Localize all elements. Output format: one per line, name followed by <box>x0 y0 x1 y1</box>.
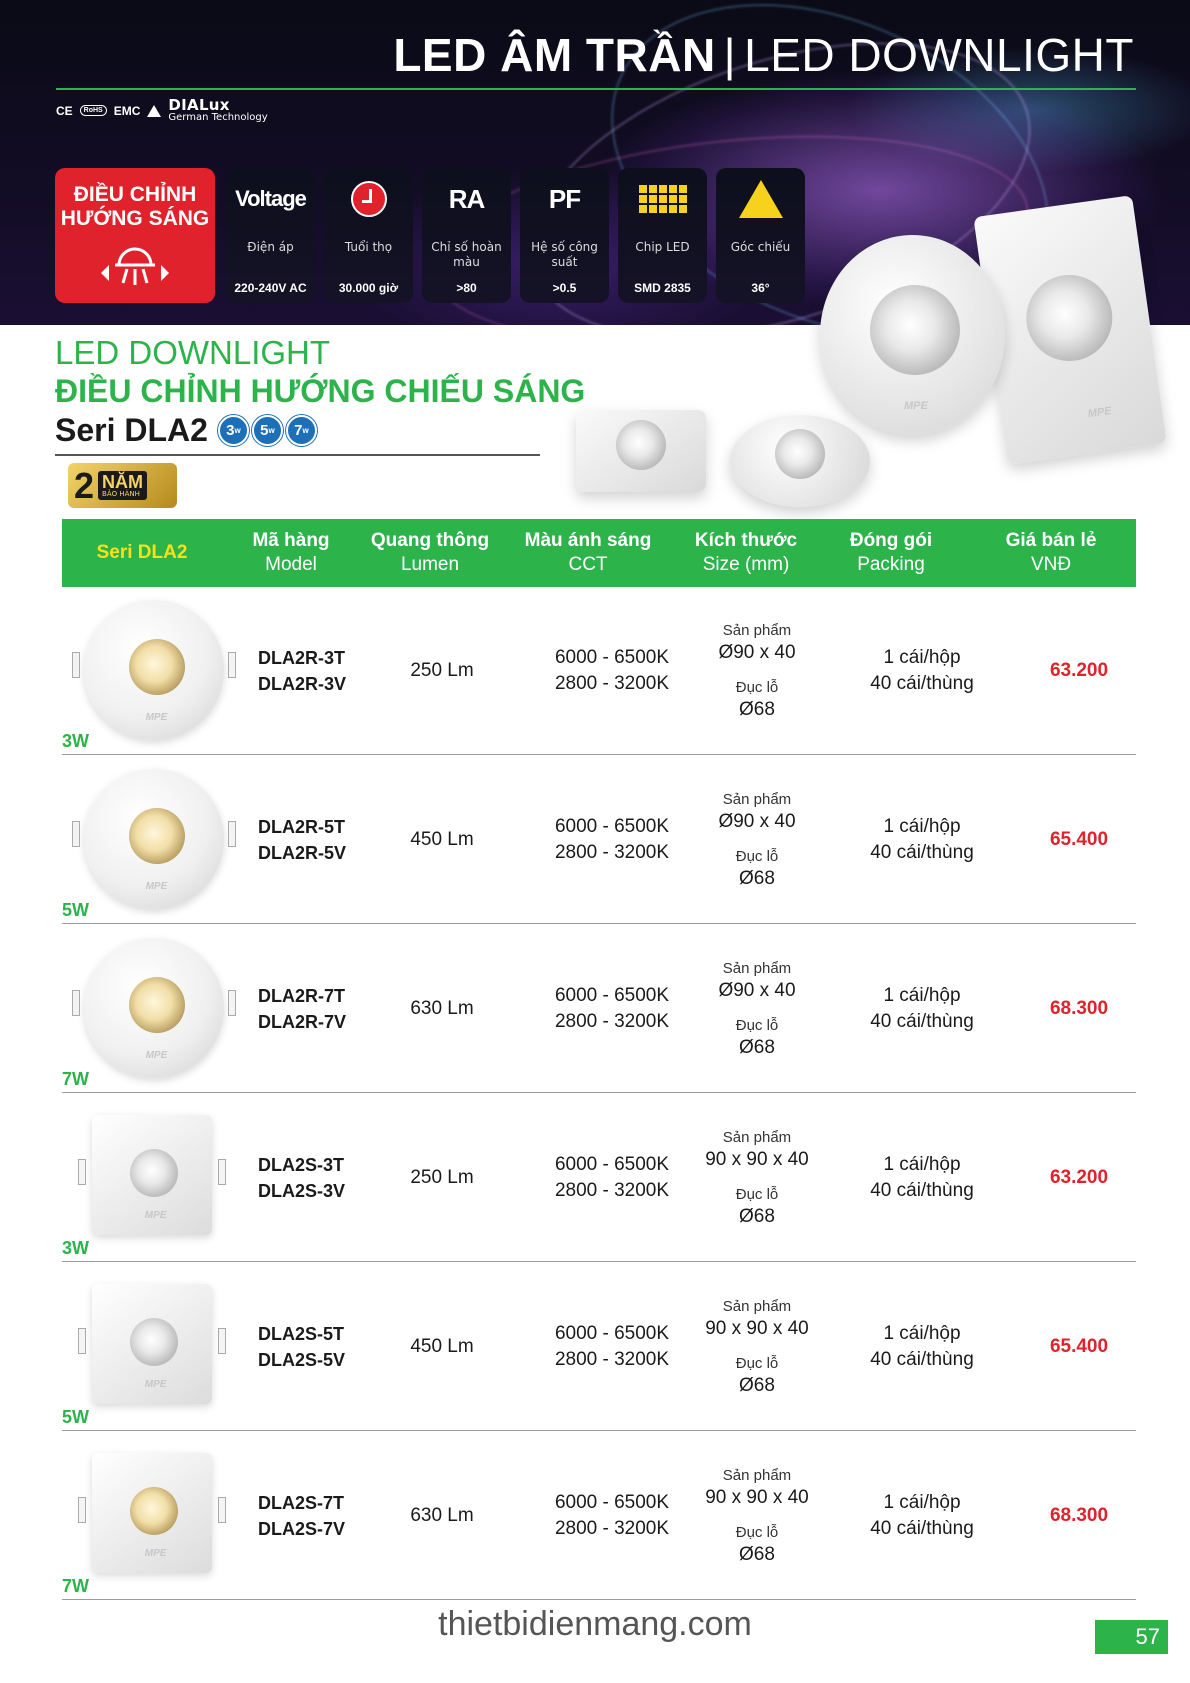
header-label: Màu ánh sáng <box>524 530 652 551</box>
packing-value: 1 cái/hộp <box>883 646 961 668</box>
packing-cell <box>832 755 1012 924</box>
size-label: Sản phẩm <box>722 959 792 977</box>
cct-cell <box>527 1262 697 1431</box>
lamp-lens <box>130 1487 178 1535</box>
size-label: Đục lỗ <box>735 1016 779 1034</box>
packing-cell <box>832 1093 1012 1262</box>
feature-line-2: HƯỚNG SÁNG <box>60 207 210 230</box>
voltage-icon <box>226 180 315 218</box>
size-cell <box>687 1093 827 1262</box>
banner-title <box>393 28 1134 82</box>
brand-mark: MPE <box>144 1209 167 1221</box>
clock-icon <box>351 181 387 217</box>
dialux-logo <box>168 98 267 123</box>
size-cell <box>687 1262 827 1431</box>
wattage-chip <box>286 415 317 446</box>
spring-clip <box>218 1328 226 1354</box>
size-value: Ø68 <box>739 698 775 720</box>
size-value: Ø68 <box>739 1036 775 1058</box>
feature-title <box>55 183 215 231</box>
packing-value: 1 cái/hộp <box>883 984 961 1006</box>
row-wattage: 7W <box>62 1576 89 1596</box>
product-image-square <box>92 1115 212 1235</box>
model-cell <box>258 755 388 924</box>
table-row <box>62 924 1136 1093</box>
size-value: 90 x 90 x 40 <box>705 1148 809 1170</box>
lamp-lens <box>130 1149 178 1197</box>
header-label: Mã hàng <box>252 530 330 551</box>
lamp-lens <box>775 429 825 479</box>
model-code: DLA2R-3T <box>258 647 346 668</box>
title-divider <box>55 454 540 456</box>
spring-clip <box>72 652 80 678</box>
brand-mark: MPE <box>145 1050 168 1062</box>
spring-clip <box>228 652 236 678</box>
spec-lifetime <box>324 168 413 303</box>
lumen-cell: 630 Lm <box>410 1504 474 1526</box>
spec-label: Điện áp <box>247 240 294 254</box>
warranty-text <box>98 471 147 500</box>
row-wattage: 3W <box>62 731 89 751</box>
warranty-years: 2 <box>74 464 95 506</box>
spec-label: Hệ số công suất <box>531 240 598 269</box>
brand-mark: MPE <box>904 400 928 412</box>
warranty-word: NĂM <box>102 472 144 492</box>
price-cell: 68.300 <box>1049 997 1109 1019</box>
table-row <box>62 1262 1136 1431</box>
product-category: LED DOWNLIGHT <box>55 334 331 371</box>
table-row <box>62 1431 1136 1600</box>
spring-clip <box>228 990 236 1016</box>
table-row <box>62 586 1136 755</box>
price-cell: 65.400 <box>1049 828 1109 850</box>
adjustable-light-icon <box>95 239 175 289</box>
model-cell <box>258 1431 388 1600</box>
spec-beam-angle <box>716 168 805 303</box>
model-code: DLA2R-3V <box>258 673 347 694</box>
packing-value: 40 cái/thùng <box>870 1348 974 1370</box>
packing-cell <box>832 1262 1012 1431</box>
product-image-square <box>92 1284 212 1404</box>
spec-value: 30.000 giờ <box>338 281 399 295</box>
spring-clip <box>78 1328 86 1354</box>
size-cell <box>687 586 827 755</box>
spec-value: 36° <box>751 281 770 295</box>
spec-value: SMD 2835 <box>634 281 691 295</box>
size-value: Ø68 <box>739 867 775 889</box>
table-row <box>62 755 1136 924</box>
model-cell <box>258 1093 388 1262</box>
series-title <box>55 412 317 449</box>
row-wattage: 5W <box>62 900 89 920</box>
size-value: Ø90 x 40 <box>718 979 796 1001</box>
header-price <box>966 519 1136 587</box>
header-sublabel: VNĐ <box>1030 554 1072 575</box>
wattage-chips <box>218 415 317 446</box>
feature-badge <box>55 168 215 303</box>
packing-value: 1 cái/hộp <box>883 1322 961 1344</box>
header-series <box>62 519 222 587</box>
spec-voltage <box>226 168 315 303</box>
lumen-cell: 250 Lm <box>410 659 474 681</box>
dialux-logo-icon <box>147 105 161 117</box>
feature-line-1: ĐIỀU CHỈNH <box>73 183 197 206</box>
price-cell: 63.200 <box>1049 659 1109 681</box>
brand-mark: MPE <box>144 1378 167 1390</box>
lumen-cell: 450 Lm <box>410 1335 474 1357</box>
size-label: Đục lỗ <box>735 1523 779 1541</box>
size-cell <box>687 755 827 924</box>
lamp-lens <box>1021 269 1118 366</box>
cct-value: 6000 - 6500K <box>554 1322 670 1344</box>
spec-label: Góc chiếu <box>730 240 791 254</box>
lamp-lens <box>129 639 185 695</box>
spring-clip <box>78 1159 86 1185</box>
voltage-icon-text: Voltage <box>235 186 306 211</box>
packing-cell <box>832 924 1012 1093</box>
spec-value: 220-240V AC <box>234 281 307 295</box>
pf-icon-text: PF <box>548 183 581 214</box>
spec-chip <box>618 168 707 303</box>
series-name: Seri DLA2 <box>55 412 208 448</box>
banner-divider <box>56 88 1136 90</box>
header-model <box>222 519 360 587</box>
row-wattage: 3W <box>62 1238 89 1258</box>
model-code: DLA2R-5T <box>258 816 346 837</box>
cct-value: 6000 - 6500K <box>554 646 670 668</box>
wattage-value: 7 <box>294 422 303 439</box>
model-cell <box>258 586 388 755</box>
size-value: Ø68 <box>739 1543 775 1565</box>
spec-cri <box>422 168 511 303</box>
size-label: Đục lỗ <box>735 847 779 865</box>
model-code: DLA2S-3V <box>258 1180 346 1201</box>
model-cell <box>258 924 388 1093</box>
packing-cell <box>832 1431 1012 1600</box>
header-sublabel: Packing <box>857 554 925 575</box>
size-label: Đục lỗ <box>735 1185 779 1203</box>
wattage-value: 5 <box>260 422 269 439</box>
dialux-name: DIALux <box>168 96 230 114</box>
packing-value: 1 cái/hộp <box>883 1491 961 1513</box>
size-value: Ø68 <box>739 1374 775 1396</box>
cct-cell <box>527 924 697 1093</box>
cct-value: 2800 - 3200K <box>554 1179 670 1201</box>
row-wattage: 7W <box>62 1069 89 1089</box>
rohs-icon: RoHS <box>80 105 107 116</box>
lumen-cell: 630 Lm <box>410 997 474 1019</box>
table-header <box>62 519 1136 587</box>
size-label: Sản phẩm <box>722 621 792 639</box>
packing-value: 1 cái/hộp <box>883 815 961 837</box>
lamp-lens <box>616 420 666 470</box>
header-size <box>676 519 816 587</box>
brand-mark: MPE <box>145 712 168 724</box>
cct-cell <box>527 586 697 755</box>
cct-value: 2800 - 3200K <box>554 1348 670 1370</box>
wattage-unit: w <box>234 426 241 435</box>
ra-icon-text: RA <box>448 183 485 214</box>
spring-clip <box>72 990 80 1016</box>
chip-icon <box>639 185 687 213</box>
header-lumen <box>360 519 500 587</box>
price-cell: 65.400 <box>1049 1335 1109 1357</box>
header-label: Đóng gói <box>849 530 933 551</box>
spec-label: Tuổi thọ <box>344 240 393 254</box>
model-code: DLA2S-7T <box>258 1492 345 1513</box>
product-image-square <box>92 1453 212 1573</box>
clock-icon-wrap <box>324 180 413 218</box>
chip-icon-wrap <box>618 180 707 218</box>
spec-value: >0.5 <box>552 281 577 295</box>
spec-label: Chip LED <box>635 240 690 254</box>
price-cell: 63.200 <box>1049 1166 1109 1188</box>
model-cell <box>258 1262 388 1431</box>
ra-icon <box>422 180 511 218</box>
cct-value: 2800 - 3200K <box>554 672 670 694</box>
packing-value: 40 cái/thùng <box>870 841 974 863</box>
product-image-round <box>84 769 224 909</box>
size-value: Ø90 x 40 <box>718 641 796 663</box>
size-label: Sản phẩm <box>722 1297 792 1315</box>
dialux-sub: German Technology <box>168 112 268 123</box>
spec-power-factor <box>520 168 609 303</box>
lumen-cell: 450 Lm <box>410 828 474 850</box>
size-label: Đục lỗ <box>735 1354 779 1372</box>
lamp-lens <box>129 808 185 864</box>
model-code: DLA2R-7T <box>258 985 346 1006</box>
brand-mark: MPE <box>144 1547 167 1559</box>
banner-title-separator: | <box>723 29 737 81</box>
price-cell: 68.300 <box>1049 1504 1109 1526</box>
header-sublabel: Size (mm) <box>702 554 790 575</box>
header-sublabel: Lumen <box>400 554 460 575</box>
cct-value: 2800 - 3200K <box>554 1010 670 1032</box>
packing-value: 40 cái/thùng <box>870 1517 974 1539</box>
spring-clip <box>228 821 236 847</box>
size-label: Sản phẩm <box>722 1128 792 1146</box>
header-label: Quang thông <box>370 530 490 551</box>
spring-clip <box>72 821 80 847</box>
size-value: Ø90 x 40 <box>718 810 796 832</box>
model-code: DLA2S-5T <box>258 1323 345 1344</box>
lamp-lens <box>870 285 960 375</box>
wattage-unit: w <box>302 426 309 435</box>
cct-cell <box>527 1431 697 1600</box>
size-label: Đục lỗ <box>735 678 779 696</box>
cct-cell <box>527 755 697 924</box>
spec-label: Chỉ số hoàn màu <box>431 240 502 269</box>
product-image-round <box>84 600 224 740</box>
product-image-round <box>84 938 224 1078</box>
lamp-lens <box>130 1318 178 1366</box>
spec-tiles <box>226 168 805 303</box>
wattage-unit: w <box>268 426 275 435</box>
warranty-badge <box>68 463 177 508</box>
cct-value: 6000 - 6500K <box>554 1153 670 1175</box>
emc-icon: EMC <box>113 103 141 118</box>
model-code: DLA2S-3T <box>258 1154 345 1175</box>
cct-value: 2800 - 3200K <box>554 841 670 863</box>
banner-title-en: LED DOWNLIGHT <box>744 29 1134 81</box>
hero-square-lamp-side <box>576 410 706 492</box>
header-label: Seri DLA2 <box>96 542 188 563</box>
cct-value: 2800 - 3200K <box>554 1517 670 1539</box>
page-number: 57 <box>1095 1620 1168 1654</box>
model-code: DLA2R-5V <box>258 842 347 863</box>
header-sublabel: CCT <box>568 554 608 575</box>
warranty-sub: BẢO HÀNH <box>102 490 140 498</box>
website-watermark: thietbidienmang.com <box>438 1605 752 1643</box>
spring-clip <box>218 1497 226 1523</box>
header-cct <box>500 519 676 587</box>
certification-logos <box>56 98 268 123</box>
header-packing <box>816 519 966 587</box>
beam-angle-icon <box>739 180 783 218</box>
packing-value: 40 cái/thùng <box>870 672 974 694</box>
row-wattage: 5W <box>62 1407 89 1427</box>
hero-round-lamp <box>820 235 1005 435</box>
packing-value: 40 cái/thùng <box>870 1179 974 1201</box>
cct-value: 6000 - 6500K <box>554 984 670 1006</box>
lamp-lens <box>129 977 185 1033</box>
header-label: Kích thước <box>694 530 798 551</box>
size-cell <box>687 924 827 1093</box>
size-label: Sản phẩm <box>722 790 792 808</box>
brand-mark: MPE <box>145 881 168 893</box>
spring-clip <box>78 1497 86 1523</box>
size-label: Sản phẩm <box>722 1466 792 1484</box>
header-label: Giá bán lẻ <box>1005 530 1097 551</box>
wattage-chip <box>252 415 283 446</box>
banner-title-vi: LED ÂM TRẦN <box>393 29 716 81</box>
product-title: ĐIỀU CHỈNH HƯỚNG CHIẾU SÁNG <box>55 373 586 409</box>
packing-value: 1 cái/hộp <box>883 1153 961 1175</box>
spec-value: >80 <box>456 281 477 295</box>
cct-value: 6000 - 6500K <box>554 1491 670 1513</box>
model-code: DLA2S-5V <box>258 1349 346 1370</box>
size-value: 90 x 90 x 40 <box>705 1317 809 1339</box>
packing-value: 40 cái/thùng <box>870 1010 974 1032</box>
spring-clip <box>218 1159 226 1185</box>
ce-mark-icon: CE <box>56 103 73 118</box>
cct-cell <box>527 1093 697 1262</box>
hero-round-lamp-side <box>730 415 870 507</box>
size-value: 90 x 90 x 40 <box>705 1486 809 1508</box>
packing-cell <box>832 586 1012 755</box>
size-value: Ø68 <box>739 1205 775 1227</box>
lumen-cell: 250 Lm <box>410 1166 474 1188</box>
cct-value: 6000 - 6500K <box>554 815 670 837</box>
size-cell <box>687 1431 827 1600</box>
brand-mark: MPE <box>1087 405 1113 421</box>
model-code: DLA2S-7V <box>258 1518 346 1539</box>
header-sublabel: Model <box>265 554 317 575</box>
table-row <box>62 1093 1136 1262</box>
pf-icon <box>520 180 609 218</box>
wattage-value: 3 <box>226 422 235 439</box>
wattage-chip <box>218 415 249 446</box>
model-code: DLA2R-7V <box>258 1011 347 1032</box>
beam-icon-wrap <box>716 180 805 218</box>
